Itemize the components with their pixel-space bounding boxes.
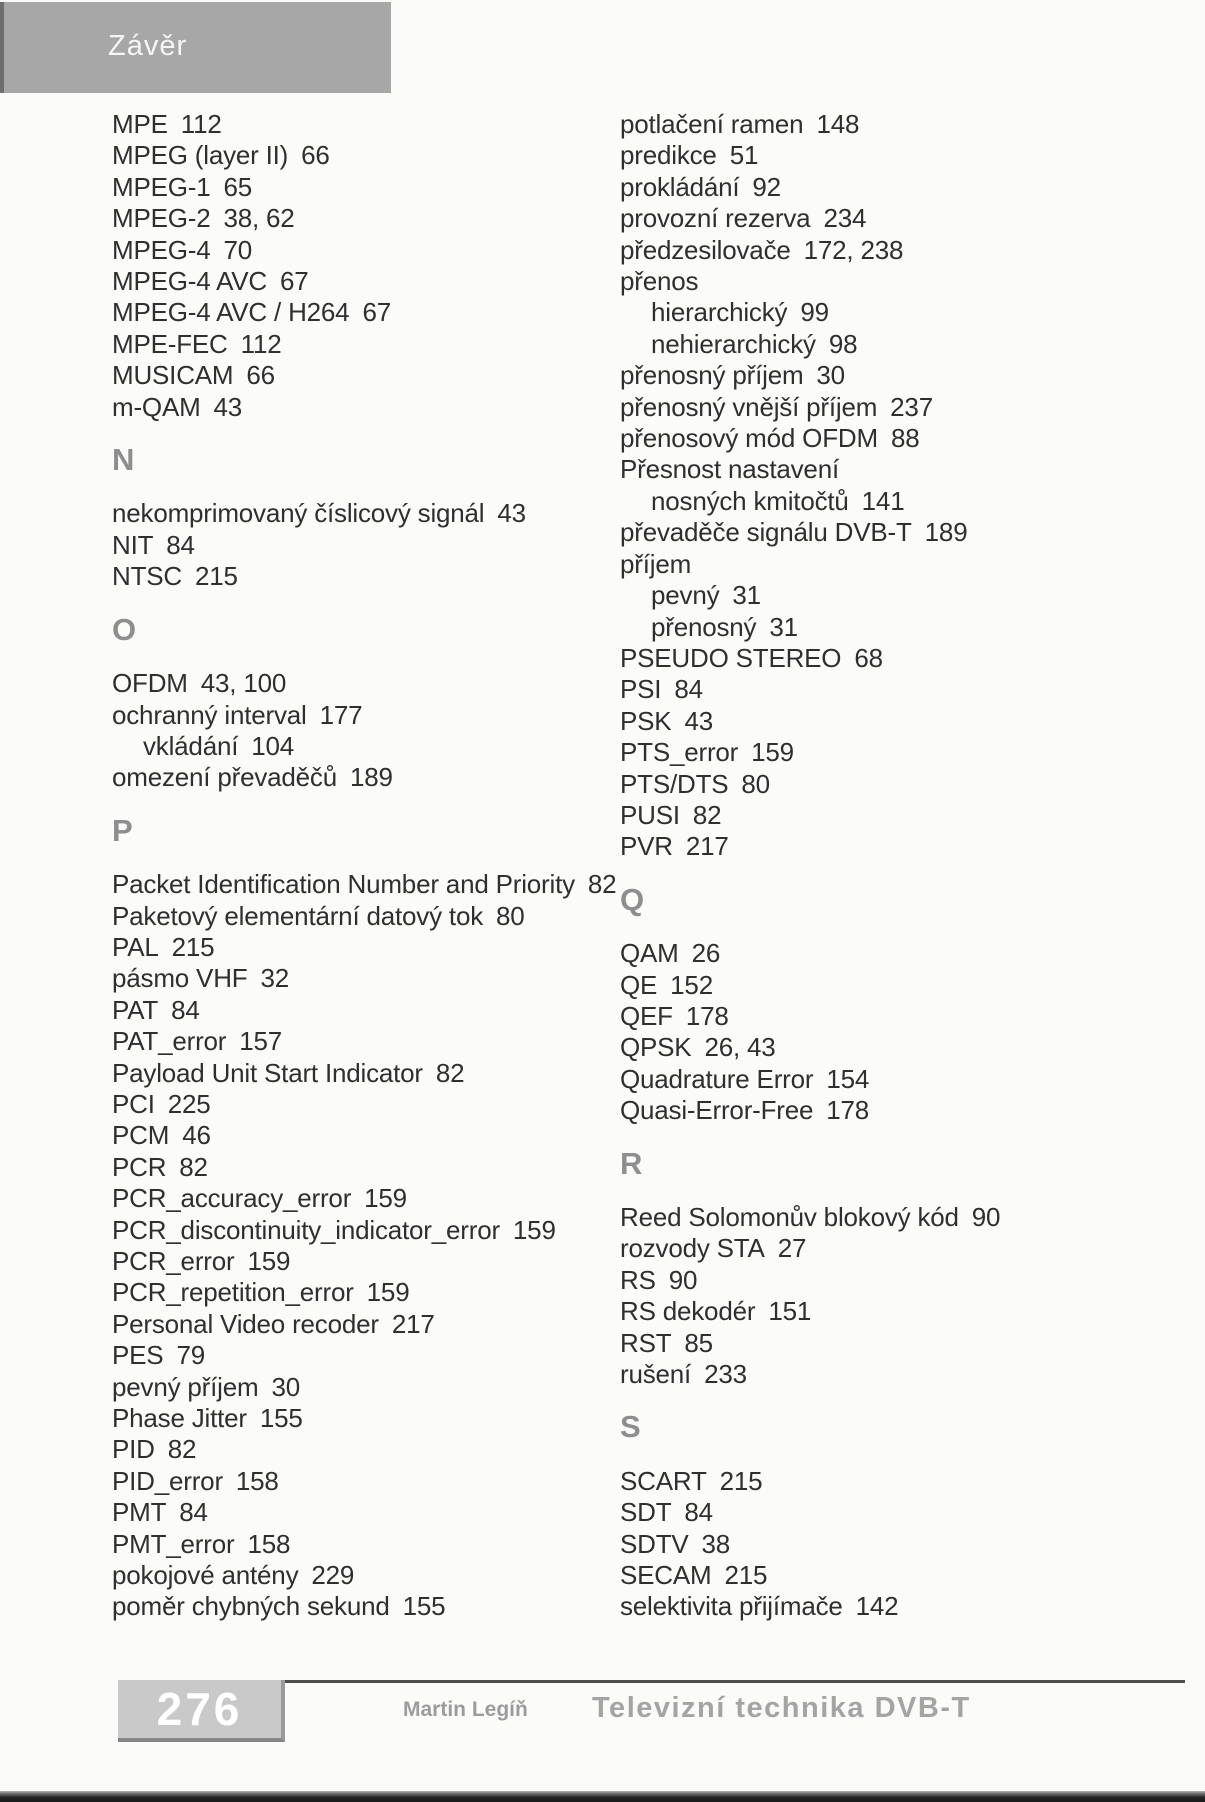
entry-page-numbers: 158 <box>235 1465 279 1496</box>
entry-term: PVR <box>620 831 673 862</box>
entry-page-numbers: 112 <box>180 109 222 139</box>
entry-page-numbers: 155 <box>259 1403 303 1434</box>
index-entry <box>620 800 1205 831</box>
index-entry <box>112 1152 632 1183</box>
entry-term: Quadrature Error <box>620 1063 814 1094</box>
entry-page-numbers: 67 <box>280 266 309 297</box>
entry-page-numbers: 237 <box>890 391 933 422</box>
entry-term: PTS_error <box>620 737 739 768</box>
index-entry <box>620 172 1205 203</box>
index-entry <box>620 454 1205 485</box>
index-entry <box>620 1265 1205 1296</box>
chapter-header-bar <box>0 2 391 93</box>
entry-term: MPEG-2 <box>112 203 211 234</box>
index-entry <box>112 1309 632 1340</box>
entry-page-numbers: 31 <box>732 580 761 611</box>
index-entry <box>620 360 1205 391</box>
entry-page-numbers: 84 <box>166 529 195 560</box>
entry-page-numbers: 177 <box>319 699 363 730</box>
chapter-title: Závěr <box>108 30 188 62</box>
index-entry <box>620 1497 1205 1528</box>
index-entry <box>620 486 1205 517</box>
entry-term: nehierarchický <box>651 328 816 359</box>
index-entry <box>620 140 1205 171</box>
index-entry <box>112 1466 632 1497</box>
entry-term: PCR <box>112 1151 167 1182</box>
section-letter-Q: Q <box>620 881 644 917</box>
index-entry <box>112 329 632 360</box>
entry-page-numbers: 79 <box>176 1340 205 1371</box>
entry-page-numbers: 178 <box>685 1000 729 1031</box>
index-entry <box>112 1089 632 1120</box>
section-letter-N: N <box>112 442 135 478</box>
index-entry <box>620 423 1205 454</box>
entry-term: nosných kmitočtů <box>651 485 849 516</box>
index-entry <box>112 762 632 793</box>
index-entry <box>620 1233 1205 1264</box>
entry-term: NIT <box>112 529 154 560</box>
entry-term: přenosový mód OFDM <box>620 423 878 454</box>
index-entry <box>620 392 1205 423</box>
entry-page-numbers: 159 <box>512 1214 556 1245</box>
index-entry <box>620 203 1205 234</box>
index-entry <box>112 1215 632 1246</box>
entry-page-numbers: 82 <box>587 869 617 900</box>
entry-term: MPEG (layer II) <box>112 140 289 171</box>
entry-page-numbers: 112 <box>240 328 282 359</box>
entry-page-numbers: 233 <box>704 1359 747 1390</box>
entry-page-numbers: 158 <box>247 1528 291 1559</box>
entry-page-numbers: 189 <box>349 762 393 793</box>
entry-page-numbers: 215 <box>171 931 215 962</box>
index-entry <box>112 266 632 297</box>
entry-term: pásmo VHF <box>112 963 248 994</box>
index-entry <box>620 266 1205 297</box>
entry-page-numbers: 98 <box>828 328 858 359</box>
entry-term: Paketový elementární datový tok <box>112 900 484 931</box>
entry-term: hierarchický <box>651 297 788 328</box>
index-entry <box>620 1032 1205 1063</box>
entry-term: PSI <box>620 674 662 705</box>
entry-term: Přesnost nastavení <box>620 454 839 485</box>
index-entry <box>112 932 632 963</box>
entry-term: nekomprimovaný číslicový signál <box>112 498 485 529</box>
index-entry <box>620 938 1205 969</box>
entry-term: přenosný <box>651 611 757 642</box>
entry-page-numbers: 68 <box>854 642 883 673</box>
entry-term: PCR_accuracy_error <box>112 1183 352 1214</box>
index-entry <box>620 329 1205 360</box>
entry-term: RS <box>620 1264 656 1295</box>
index-entry <box>112 1560 632 1591</box>
index-entry <box>620 235 1205 266</box>
entry-page-numbers: 31 <box>769 611 798 642</box>
entry-page-numbers: 178 <box>826 1095 870 1126</box>
footer-rule <box>285 1680 1185 1683</box>
entry-page-numbers: 99 <box>800 297 829 328</box>
index-entry <box>112 172 632 203</box>
entry-term: PCR_repetition_error <box>112 1277 354 1308</box>
entry-term: provozní rezerva <box>620 203 811 234</box>
entry-page-numbers: 82 <box>179 1151 208 1182</box>
index-entry <box>620 831 1205 862</box>
index-entry <box>620 109 1205 140</box>
entry-term: m-QAM <box>112 391 201 422</box>
entry-term: NTSC <box>112 561 182 592</box>
entry-term: Reed Solomonův blokový kód <box>620 1202 959 1232</box>
index-entry <box>112 901 632 932</box>
entry-term: pevný <box>651 580 720 611</box>
entry-page-numbers: 151 <box>768 1296 812 1327</box>
entry-term: SECAM <box>620 1560 712 1591</box>
entry-term: přenosný vnější příjem <box>620 391 878 422</box>
entry-term: přenosný příjem <box>620 360 804 391</box>
entry-page-numbers: 38 <box>701 1528 731 1559</box>
index-entry <box>112 963 632 994</box>
entry-page-numbers: 152 <box>670 969 713 1000</box>
index-entry <box>112 668 632 699</box>
entry-page-numbers: 90 <box>668 1264 698 1295</box>
index-entry <box>620 1095 1205 1126</box>
index-entry <box>112 700 632 731</box>
index-entry <box>112 235 632 266</box>
entry-page-numbers: 84 <box>684 1497 713 1528</box>
entry-page-numbers: 51 <box>729 140 759 171</box>
entry-page-numbers: 215 <box>719 1465 763 1496</box>
index-entry <box>112 1120 632 1151</box>
entry-term: RST <box>620 1327 672 1358</box>
index-entry <box>620 737 1205 768</box>
index-entry <box>620 1202 1205 1233</box>
index-entry <box>112 1058 632 1089</box>
entry-term: omezení převaděčů <box>112 762 337 793</box>
index-entry <box>112 1372 632 1403</box>
index-entry <box>112 995 632 1026</box>
index-entry <box>112 297 632 328</box>
entry-term: RS dekodér <box>620 1296 756 1327</box>
scan-bottom-edge <box>0 1791 1205 1802</box>
entry-term: MUSICAM <box>112 360 234 391</box>
entry-page-numbers: 80 <box>741 768 770 799</box>
entry-term: QPSK <box>620 1032 692 1063</box>
entry-page-numbers: 157 <box>239 1026 283 1057</box>
entry-term: MPE <box>112 109 168 139</box>
entry-page-numbers: 141 <box>861 485 905 516</box>
index-entry <box>112 530 632 561</box>
entry-term: PCM <box>112 1120 170 1151</box>
entry-page-numbers: 67 <box>362 297 391 328</box>
entry-term: pokojové antény <box>112 1560 299 1591</box>
entry-page-numbers: 26, 43 <box>704 1032 776 1063</box>
index-entry <box>112 1497 632 1528</box>
entry-page-numbers: 66 <box>301 140 330 171</box>
entry-page-numbers: 70 <box>223 234 253 265</box>
entry-page-numbers: 88 <box>890 423 920 454</box>
index-entry <box>620 1529 1205 1560</box>
entry-term: přenos <box>620 266 699 297</box>
entry-page-numbers: 65 <box>223 171 253 202</box>
entry-page-numbers: 154 <box>826 1063 870 1094</box>
entry-page-numbers: 217 <box>685 831 729 862</box>
entry-term: PAT <box>112 994 159 1025</box>
entry-page-numbers: 159 <box>247 1246 291 1276</box>
entry-page-numbers: 84 <box>171 994 200 1025</box>
entry-term: SDTV <box>620 1528 689 1559</box>
entry-term: MPEG-4 AVC / H264 <box>112 297 350 328</box>
entry-page-numbers: 43 <box>684 705 713 736</box>
index-entry <box>620 1359 1205 1390</box>
index-entry <box>620 970 1205 1001</box>
entry-term: předzesilovače <box>620 234 791 265</box>
index-entry <box>112 109 632 140</box>
entry-page-numbers: 82 <box>167 1434 197 1465</box>
entry-page-numbers: 159 <box>366 1277 410 1308</box>
entry-page-numbers: 43, 100 <box>200 668 287 699</box>
index-entry <box>112 731 632 762</box>
entry-page-numbers: 225 <box>167 1088 211 1119</box>
entry-page-numbers: 43 <box>497 498 526 529</box>
index-entry <box>620 674 1205 705</box>
index-entry <box>620 580 1205 611</box>
entry-page-numbers: 82 <box>435 1057 465 1088</box>
footer-author: Martin Legíň <box>403 1698 528 1721</box>
entry-page-numbers: 30 <box>816 360 845 391</box>
page-number: 276 <box>156 1683 243 1735</box>
entry-page-numbers: 229 <box>311 1560 355 1591</box>
section-letter-R: R <box>620 1145 643 1181</box>
entry-page-numbers: 155 <box>402 1591 446 1622</box>
entry-term: pevný příjem <box>112 1371 259 1402</box>
index-entry <box>620 612 1205 643</box>
entry-term: PTS/DTS <box>620 768 729 799</box>
index-entry <box>620 517 1205 548</box>
entry-term: rozvody STA <box>620 1233 765 1264</box>
index-entry <box>112 360 632 391</box>
index-entry <box>112 140 632 171</box>
entry-term: OFDM <box>112 668 188 699</box>
index-column-left <box>112 109 632 1623</box>
entry-page-numbers: 84 <box>674 674 703 705</box>
index-entry <box>112 1246 632 1277</box>
footer-book-title: Televizní technika DVB-T <box>592 1692 971 1724</box>
entry-term: PMT_error <box>112 1528 235 1559</box>
index-entry <box>112 869 632 900</box>
entry-term: selektivita přijímače <box>620 1591 843 1622</box>
entry-term: vkládání <box>143 730 239 761</box>
index-entry <box>112 1277 632 1308</box>
index-entry <box>112 498 632 529</box>
entry-term: PSK <box>620 705 672 736</box>
entry-page-numbers: 159 <box>364 1183 407 1214</box>
entry-page-numbers: 46 <box>182 1120 211 1151</box>
index-entry <box>112 1434 632 1465</box>
entry-page-numbers: 26 <box>691 938 721 969</box>
index-entry <box>620 1001 1205 1032</box>
index-entry <box>620 769 1205 800</box>
index-entry <box>112 392 632 423</box>
index-entry <box>620 1591 1205 1622</box>
entry-term: PAT_error <box>112 1026 227 1057</box>
entry-page-numbers: 27 <box>777 1233 807 1264</box>
entry-term: PID_error <box>112 1465 223 1496</box>
entry-term: příjem <box>620 548 692 579</box>
index-entry <box>620 706 1205 737</box>
index-entry <box>112 1026 632 1057</box>
entry-term: Payload Unit Start Indicator <box>112 1057 423 1088</box>
entry-page-numbers: 215 <box>194 561 238 592</box>
entry-term: predikce <box>620 140 717 171</box>
entry-term: převaděče signálu DVB-T <box>620 517 912 548</box>
index-entry <box>112 1340 632 1371</box>
entry-page-numbers: 234 <box>823 203 867 234</box>
entry-term: poměr chybných sekund <box>112 1591 390 1622</box>
entry-term: PID <box>112 1434 155 1465</box>
entry-page-numbers: 30 <box>271 1371 300 1402</box>
entry-term: MPEG-4 <box>112 234 211 265</box>
entry-term: PES <box>112 1340 164 1371</box>
entry-page-numbers: 90 <box>971 1202 1001 1232</box>
page-number-box <box>118 1680 285 1742</box>
entry-page-numbers: 142 <box>855 1591 899 1622</box>
entry-page-numbers: 159 <box>751 737 794 768</box>
entry-term: MPEG-4 AVC <box>112 266 268 297</box>
entry-page-numbers: 43 <box>213 391 243 422</box>
entry-term: potlačení ramen <box>620 109 804 139</box>
index-entry <box>112 1529 632 1560</box>
index-entry <box>620 643 1205 674</box>
section-letter-S: S <box>620 1409 641 1445</box>
entry-term: rušení <box>620 1359 692 1390</box>
index-entry <box>620 1064 1205 1095</box>
index-entry <box>620 1296 1205 1327</box>
index-entry <box>112 561 632 592</box>
entry-page-numbers: 217 <box>391 1308 435 1339</box>
entry-page-numbers: 104 <box>251 730 295 761</box>
entry-page-numbers: 32 <box>260 963 289 994</box>
entry-page-numbers: 172, 238 <box>803 234 904 265</box>
entry-page-numbers: 82 <box>692 799 722 830</box>
index-entry <box>620 1328 1205 1359</box>
entry-page-numbers: 66 <box>246 360 275 391</box>
entry-page-numbers: 92 <box>752 171 781 202</box>
entry-term: PAL <box>112 931 159 962</box>
entry-term: SCART <box>620 1465 707 1496</box>
entry-term: Quasi-Error-Free <box>620 1095 814 1126</box>
section-letter-O: O <box>112 611 136 647</box>
entry-term: Phase Jitter <box>112 1403 247 1434</box>
entry-term: PCR_error <box>112 1246 235 1276</box>
entry-term: Personal Video recoder <box>112 1308 379 1339</box>
entry-term: PCI <box>112 1088 155 1119</box>
entry-page-numbers: 38, 62 <box>223 203 295 234</box>
index-entry <box>620 1466 1205 1497</box>
index-entry <box>620 297 1205 328</box>
entry-term: Packet Identification Number and Priority <box>112 869 575 900</box>
index-entry <box>112 1591 632 1622</box>
entry-page-numbers: 84 <box>179 1497 208 1528</box>
entry-term: ochranný interval <box>112 699 307 730</box>
entry-term: QEF <box>620 1000 673 1031</box>
index-entry <box>620 549 1205 580</box>
index-entry <box>620 1560 1205 1591</box>
index-entry <box>112 1183 632 1214</box>
index-entry <box>112 1403 632 1434</box>
entry-page-numbers: 189 <box>924 517 968 548</box>
entry-term: PUSI <box>620 799 680 830</box>
index-entry <box>112 203 632 234</box>
entry-term: MPEG-1 <box>112 171 211 202</box>
index-column-right <box>620 109 1205 1623</box>
entry-term: QAM <box>620 938 679 969</box>
entry-term: QE <box>620 969 658 1000</box>
entry-term: MPE-FEC <box>112 328 228 359</box>
entry-term: PMT <box>112 1497 167 1528</box>
entry-page-numbers: 215 <box>724 1560 768 1591</box>
entry-term: prokládání <box>620 171 740 202</box>
entry-page-numbers: 80 <box>496 900 525 931</box>
entry-page-numbers: 85 <box>684 1327 713 1358</box>
entry-term: PSEUDO STEREO <box>620 642 842 673</box>
entry-term: PCR_discontinuity_indicator_error <box>112 1214 500 1245</box>
section-letter-P: P <box>112 812 133 848</box>
entry-page-numbers: 148 <box>816 109 860 139</box>
entry-term: SDT <box>620 1497 672 1528</box>
